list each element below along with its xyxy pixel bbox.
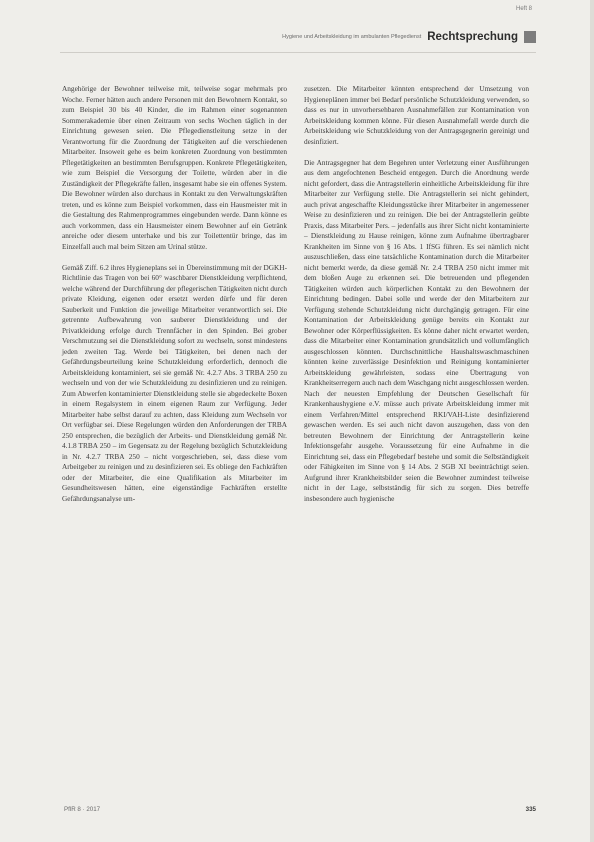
paragraph: Die Antragsgegner hat dem Begehren unter Verletzung einer Ausführungen aus dem angefochtenen Bescheid entgegen. Durch die Anordnung werde nicht gefordert, dass die Antragstellerin einheitliche Arbeitskleidung für ihre Mitarbeiter zur Verfügung stelle. Die Antragstellerin sei nicht gehindert, auch privat angeschaffte Kleidungsstücke ihrer Mitarbeiter in angemessener Weise zu desinfizieren und zu reinigen. Die bei der Antragstellerin geübte Praxis, dass Mitarbeiter Pers. – jedenfalls aus ihrer Sicht nicht kontaminierte – Dienstkleidung zu Hause reinigen, könne zum Aufnahme übertragbarer Krankheiten im Sinne von § 16 Abs. 1 IfSG führen. Es sei nämlich nicht auszuschließen, dass eine tatsächliche Kontamination durch die Mitarbeiter nicht bemerkt werde, da diese gemäß Nr. 2.4 TRBA 250 nicht immer mit dem bloßen Auge zu erkennen sei. Die betreuenden und pflegenden Tätigkeiten würden auch körperlichen Kontakt zu den Bewohnern der Einrichtung bedingen. Dabei solle und werde der den Mitarbeitern zur Verfügung stehende Schutzkleidung nicht durchgängig getragen. Für eine Kontamination der Arbeitskleidung genüge bereits ein Kontakt zur Bewohner oder Körperflüssigkeiten. Es könne daher nicht erwartet werden, dass die Mitarbeiter einer Kontamination grundsätzlich und vollumfänglich ausgeschlossen könnten. Durchschnittliche Haushaltswaschmaschinen könnten keine zuverlässige Desinfektion und Reinigung kontaminierter Arbeitskleidung gewährleisten, sodass eine Übertragung von Krankheitserregern auch nach dem Waschgang nicht ausgeschlossen werden. Nach der neuesten Empfehlung der Deutschen Gesellschaft für Krankenhaushygiene e.V. müsse auch private Arbeitskleidung immer mit einem Verfahren/Mittel entsprechend RKI/VAH-Liste desinfizierend gewaschen werden. Es sei auch nicht davon auszugehen, dass von den betreuten Bewohnern der Einrichtung der Antragstellerin keine Infektionsgefahr ausgehe. Voraussetzung für eine Aufnahme in die Einrichtung sei, dass ein Pflegebedarf bestehe und somit die Selbständigkeit oder Fähigkeiten im Sinne von § 14 Abs. 2 SGB XI beeinträchtigt seien. Aufgrund ihrer Krankheitsbilder seien die Bewohner zumindest teilweise nicht in der Lage, selbstständig für sich zu sorgen. Dies betreffe insbesondere auch hygienische (304, 157, 529, 503)
journal-issue: PflR 8 · 2017 (64, 806, 101, 813)
page-number: 335 (525, 806, 536, 813)
section-title: Rechtsprechung (427, 31, 518, 43)
page-footer (64, 806, 536, 813)
issue-corner-label: Heft 8 (515, 6, 532, 12)
page-edge (590, 0, 594, 842)
paragraph: zusetzen. Die Mitarbeiter könnten entsprechend der Umsetzung von Hygieneplänen immer bei Bedarf persönliche Schutzkleidung verwenden, so dass es nur in unvorhersehbaren Ausnahmefällen zur Kontamination von Arbeitskleidung kommen könne. Für diesen Ausnahmefall werde durch die Arbeitskleidung wie Schutzkleidung von der Antragsgegnerin gereinigt und desinfiziert. (304, 84, 529, 146)
section-marker-icon (524, 31, 536, 43)
left-column (62, 84, 287, 798)
article-body (62, 84, 529, 798)
paragraph: Gemäß Ziff. 6.2 ihres Hygieneplans sei in Übereinstimmung mit der DGKH-Richtlinie das Tragen von bei 60° waschbarer Dienstkleidung verpflichtend, welche während der Durchführung der pflegerischen Tätigkeiten nicht durch private Kleidung, eigenen oder ersetzt werden dürfe und für deren Sauberkeit und Funktion die jeweilige Mitarbeiter verantwortlich sei. Die getrennte Aufbewahrung von sauberer Dienstkleidung und der Privatkleidung erfolge durch Trennfächer in den Spinden. Bei grober Verschmutzung sei die Dienstkleidung sofort zu wechseln, sonst mindestens jeden zweiten Tag. Werde bei Tätigkeiten, bei denen nach der Gefährdungsbeurteilung keine Schutzkleidung erforderlich, dennoch die Arbeitskleidung kontaminiert, sei sie gemäß Nr. 4.2.7 Abs. 3 TRBA 250 zu wechseln und von der wie Schutzkleidung zu desinfizieren und zu reinigen. Zum Abwerfen kontaminierter Dienstkleidung stelle sie abgedeckelte Boxen in einem Regalsystem in einem eigenen Raum zur Verfügung. Jeder Mitarbeiter habe selbst darauf zu achten, dass Kleidung zum Wechseln vor Ort verfügbar sei. Diese Regelungen würden den Anforderungen der TRBA 250 entsprechen, die bezüglich der Arbeits- und Dienstkleidung gemäß Nr. 4.1.8 TRBA 250 – im Gegensatz zu der Regelung bezüglich Schutzkleidung in Nr. 4.2.7 TRBA 250 – nicht vorgeschrieben, sei, dass diese vom Arbeitgeber zu reinigen und zu desinfizieren sei. Es obliege den Fachkräften oder der Mitarbeiter, die eine Qualifikation als Mitarbeiter im Gesundheitswesen hätten, eine eigenständige Fachkräften erstellte Gefährdungsanalyse um- (62, 262, 287, 503)
running-title: Hygiene und Arbeitskleidung im ambulanten Pflegedienst (282, 34, 422, 40)
paragraph: Angehörige der Bewohner teilweise mit, teilweise sogar mehrmals pro Woche. Ferner hätten auch andere Personen mit den Bewohnern Kontakt, so zum Beispiel 30 bis 40 Kinder, die im Rahmen einer sogenannten Sommerakademie über einen Zeitraum von sechs Wochen täglich in der Einrichtung gewesen seien. Die Pflegedienstleitung setze in der Verantwortung für die Zuordnung der Tätigkeiten auf die verschiedenen Mitarbeiter. Insoweit gehe es beim konkreten Zuordnung von bestimmten Pflegetätigkeiten an bestimmten Berufsgruppen. Konkrete Pflegetätigkeiten, wie zum Beispiel die Versorgung der Toilette, würden aber in die Zuständigkeit der Pflegekräfte fallen, insgesamt habe sie ein offenes System. Die Bewohner würden also durchaus in Kontakt zu den Verwaltungskräften treten, und es könne zum Beispiel vorkommen, dass ein Hausmeister mit in die Gestaltung des Rahmenprogrammes eingebunden werde. Dann könne es auch vorkommen, dass ein Hausmeister einem Bewohner auf ein Getränk anreiche oder diesem unterhake und bis zur Toilettentür bringe, das im Einzelfall auch mal beim Sitzen am Urinal stütze. (62, 84, 287, 251)
page-header (240, 28, 536, 46)
right-column (304, 84, 529, 798)
header-divider (60, 52, 536, 53)
